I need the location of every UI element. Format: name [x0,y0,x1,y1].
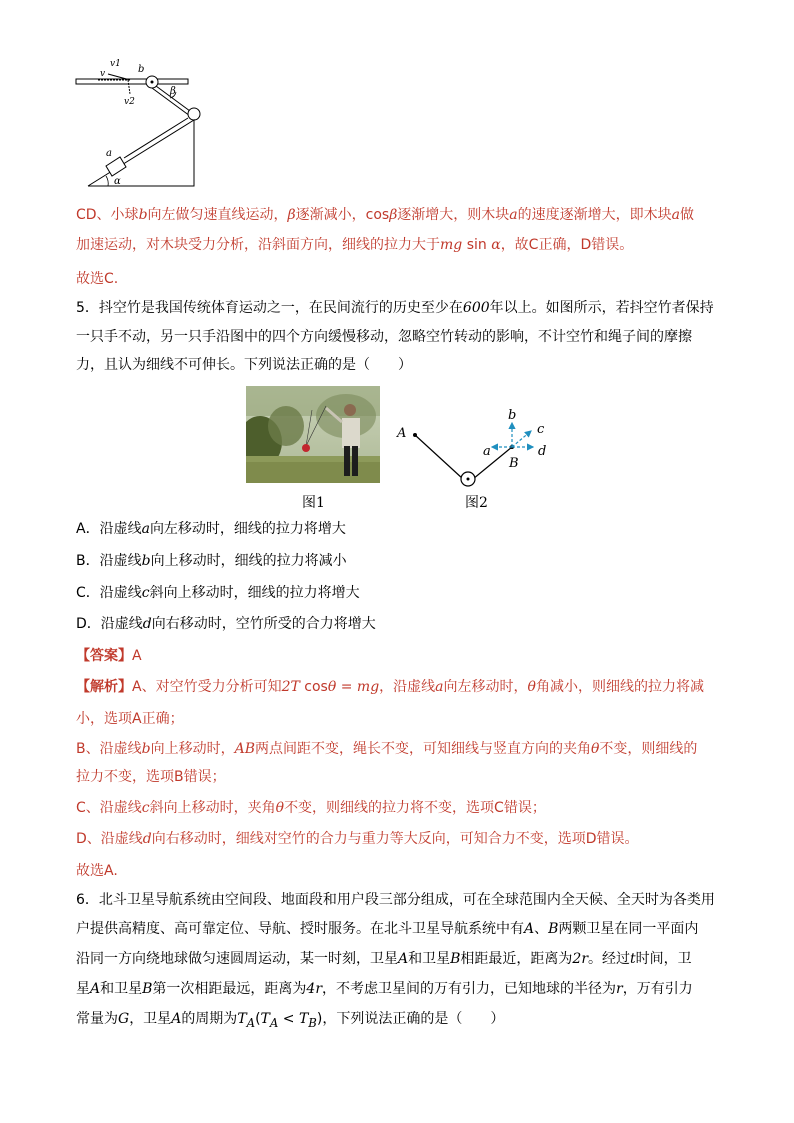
var-theta: θ [527,679,536,695]
text: ，下列说法正确的是（ ） [322,1011,505,1027]
var-T: T [260,1011,270,1027]
answer-line [76,647,142,665]
text: 常量为 [76,1011,118,1027]
text: 逐渐增大，则木块 [397,207,510,223]
text: B、沿虚线 [76,741,142,757]
expr-sin: sin [466,237,487,253]
text: 时间，卫 [635,951,692,967]
var-c: c [141,800,150,816]
text: C．沿虚线 [76,585,142,601]
var-T: T [237,1011,247,1027]
fig1-caption: 图1 [302,495,325,511]
text: 、 [534,921,549,937]
expr-mg: mg [356,679,380,695]
var-T: T [298,1011,309,1027]
q5-option-c [76,584,360,602]
var-A: A [90,981,101,997]
var-G: G [118,1011,130,1027]
answer-tag: 【答案】 [76,648,132,664]
expr-mg: mg [440,237,463,253]
label-b: b [508,408,517,423]
var-a: a [509,207,518,223]
q5-line2: 一只手不动，另一只手沿图中的四个方向缓慢移动，忽略空竹转动的影响，不计空竹和绳子间的摩擦 [76,329,692,345]
text: 和卫星 [408,951,451,967]
text: A、对空竹受力分析可知 [132,679,282,695]
text: 5．抖空竹是我国传统体育运动之一，在民间流行的历史至少在 [76,300,463,316]
var-B: B [450,951,461,967]
q5-option-b [76,552,347,570]
label-alpha: α [114,176,121,187]
text: 不变，则细线的拉力将不变，选项C错误； [284,800,546,816]
sub-A: A [269,1015,279,1030]
incline-pulley-diagram [70,52,210,192]
text: ，沿虚线 [379,679,436,695]
var-b: b [141,741,151,757]
label-A: A [397,426,407,441]
q5-line3: 力，且认为细线不可伸长。下列说法正确的是（ ） [76,357,412,373]
label-b: b [138,64,145,75]
p4-cd-line1 [76,206,694,224]
label-B: B [509,456,519,471]
var-r: r [616,981,623,997]
var-alpha: α [491,237,501,253]
text: D、沿虚线 [76,831,143,847]
text: ，卫星 [129,1011,172,1027]
text: 向右移动时，空竹所受的合力将增大 [151,616,376,632]
label-v1: v1 [110,59,121,69]
text: 向上移动时， [150,741,235,757]
var-b: b [138,207,148,223]
sub-A: A [246,1015,256,1030]
analysis-tag: 【解析】 [76,679,132,695]
var-A: A [171,1011,182,1027]
expr-lt: < [278,1011,299,1027]
diabolo-photo [246,386,380,483]
analysis-a-line1 [76,678,704,696]
var-theta: θ [327,679,337,695]
text: 向上移动时，细线的拉力将减小 [150,553,347,569]
text: 做 [680,207,694,223]
var-c: c [141,585,150,601]
text: 向左移动时， [443,679,528,695]
text: 向左移动时，细线的拉力将增大 [149,521,346,537]
var-a: a [141,521,150,537]
var-theta: θ [590,741,600,757]
var-a: a [671,207,680,223]
text: ，故C正确，D错误。 [500,237,634,253]
text: 加速运动，对木块受力分析，沿斜面方向，细线的拉力大于 [76,237,440,253]
text: 相距最近，距离为 [460,951,573,967]
label-v2: v2 [124,97,135,107]
sub-B: B [308,1015,317,1030]
var-beta: β [287,207,296,223]
var-A: A [398,951,409,967]
text: 户提供高精度、高可靠定位、导航、授时服务。在北斗卫星导航系统中有 [76,921,524,937]
text: 逐渐减小，cos [295,207,390,223]
var-t: t [630,951,636,967]
expr-cos: cos [304,679,328,695]
text: ，不考虑卫星间的万有引力，已知地球的半径为 [322,981,617,997]
text: 和卫星 [100,981,143,997]
text: A．沿虚线 [76,521,142,537]
analysis-b-line2: 拉力不变，选项B错误； [76,769,226,785]
text: 年以上。如图所示，若抖空竹者保持 [489,300,714,316]
text: D．沿虚线 [76,616,143,632]
text: 斜向上移动时，细线的拉力将增大 [149,585,360,601]
var-beta: β [389,207,398,223]
paren-close: ) [316,1011,323,1027]
text: 向左做匀速直线运动， [147,207,288,223]
analysis-conclusion: 故选A. [76,863,118,879]
text: 两点间距不变，绳长不变，可知细线与竖直方向的夹角 [254,741,591,757]
expr-4r: 4r [306,981,323,997]
num-600: 600 [462,300,490,316]
analysis-d-line [76,830,639,848]
q5-option-a [76,520,346,538]
text: 第一次相距最远，距离为 [152,981,307,997]
var-B: B [548,921,559,937]
expr-eq: = [336,679,357,695]
answer-value: A [132,648,142,664]
var-A: A [524,921,535,937]
var-B: B [142,981,153,997]
q6-line4 [76,980,693,998]
p4-cd-line2 [76,236,633,254]
label-v: v [100,69,106,79]
text: 斜向上移动时，夹角 [149,800,276,816]
string-diagram [395,405,565,495]
text: 星 [76,981,90,997]
text: 角减小，则细线的拉力将减 [535,679,704,695]
fig2-caption: 图2 [465,495,488,511]
text: 不变，则细线的 [599,741,698,757]
q5-line1 [76,299,714,317]
label-d: d [538,444,547,459]
q6-line3 [76,950,692,968]
text: B．沿虚线 [76,553,142,569]
var-theta: θ [275,800,285,816]
label-a: a [483,444,491,459]
text: 向右移动时，细线对空竹的合力与重力等大反向，可知合力不变，选项D错误。 [151,831,639,847]
paren-open: ( [255,1011,261,1027]
analysis-b-line1 [76,740,697,758]
label-beta: β [170,86,176,97]
text: 两颗卫星在同一平面内 [558,921,699,937]
expr-2T: 2T [281,679,300,695]
var-d: d [142,831,152,847]
var-AB: AB [234,741,255,757]
text: 的速度逐渐增大，即木块 [517,207,672,223]
p4-conclusion: 故选C. [76,271,119,287]
q6-line2 [76,920,698,938]
analysis-c-line [76,799,546,817]
text: C、沿虚线 [76,800,142,816]
text: 沿同一方向绕地球做匀速圆周运动，某一时刻，卫星 [76,951,398,967]
text: ，万有引力 [622,981,693,997]
text: 。经过 [588,951,631,967]
text: CD、小球 [76,207,139,223]
label-a: a [106,148,112,159]
expr-2r: 2r [572,951,589,967]
q6-line1: 6．北斗卫星导航系统由空间段、地面段和用户段三部分组成，可在全球范围内全天候、全天时为各类用 [76,892,715,908]
label-c: c [537,422,545,437]
analysis-a-line2: 小，选项A正确； [76,711,184,727]
var-b: b [141,553,151,569]
text: 的周期为 [181,1011,238,1027]
var-a: a [435,679,444,695]
q5-option-d [76,615,376,633]
var-d: d [142,616,152,632]
q6-line5 [76,1010,504,1032]
